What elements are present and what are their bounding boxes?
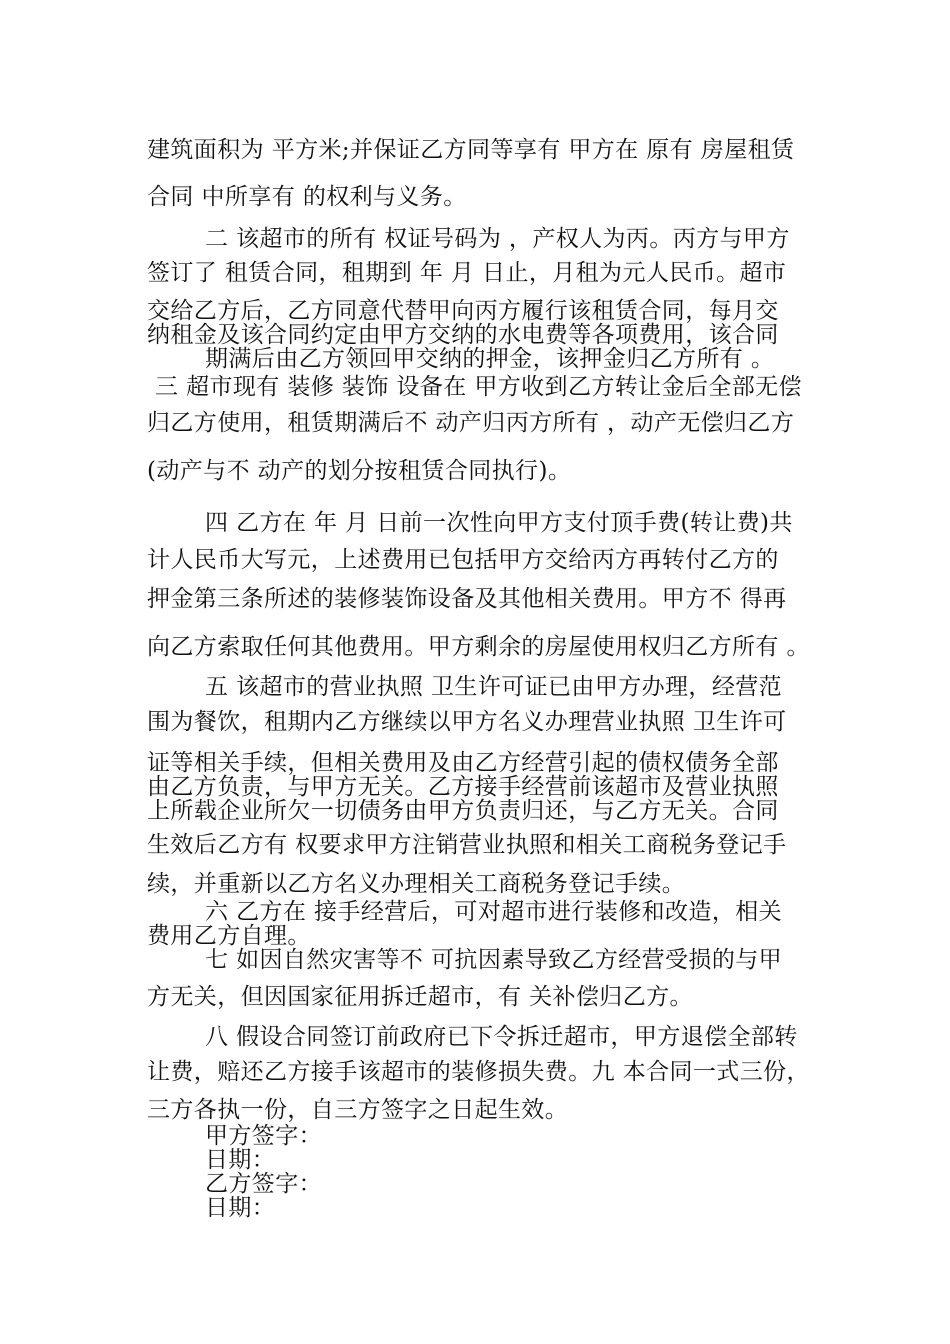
date-label-party-a: 日期： — [205, 1147, 276, 1173]
text-line: (动产与不 动产的划分按租赁合同执行)。 — [147, 458, 572, 484]
text-line: 交给乙方后，乙方同意代替甲向丙方履行该租赁合同，每月交 — [147, 298, 779, 324]
text-line: 让费，赔还乙方接手该超市的装修损失费。九 本合同一式三份， — [147, 1059, 810, 1085]
text-line: 建筑面积为 平方米;并保证乙方同等享有 甲方在 原有 房屋租赁 — [147, 137, 795, 163]
text-line: 生效后乙方有 权要求甲方注销营业执照和相关工商税务登记手 — [147, 832, 787, 858]
text-line: 证等相关手续，但相关费用及由乙方经营引起的债权债务全部 — [147, 750, 779, 776]
text-line: 计人民币大写元，上述费用已包括甲方交给丙方再转付乙方的 — [147, 547, 779, 573]
text-line: 向乙方索取任何其他费用。甲方剩余的房屋使用权归乙方所有 。 — [147, 634, 810, 660]
text-line: 上所载企业所欠一切债务由甲方负责归还，与乙方无关。合同 — [147, 798, 779, 824]
text-line: 六 乙方在 接手经营后，可对超市进行装修和改造，相关 — [205, 899, 783, 925]
text-line: 四 乙方在 年 月 日前一次性向甲方支付顶手费(转让费)共 — [205, 510, 793, 536]
signature-label-party-a: 甲方签字： — [205, 1123, 322, 1149]
text-line: 合同 中所享有 的权利与义务。 — [147, 184, 467, 210]
text-line: 二 该超市的所有 权证号码为 ，产权人为丙。丙方与甲方 — [205, 226, 790, 252]
text-line: 三方各执一份，自三方签字之日起生效。 — [147, 1097, 569, 1123]
text-line: 押金第三条所述的装修装饰设备及其他相关费用。甲方不 得再 — [147, 586, 787, 612]
text-line: 费用乙方自理。 — [147, 923, 311, 949]
text-line: 期满后由乙方领回甲交纳的押金，该押金归乙方所有 。 — [205, 346, 775, 372]
text-line: 七 如因自然灾害等不 可抗因素导致乙方经营受损的与甲 — [205, 947, 783, 973]
text-line: 由乙方负责，与甲方无关。乙方接手经营前该超市及营业执照 — [147, 774, 779, 800]
text-line: 八 假设合同签订前政府已下令拆迁超市，甲方退偿全部转 — [205, 1024, 798, 1050]
signature-label-party-b: 乙方签字： — [205, 1171, 322, 1197]
text-line: 纳租金及该合同约定由甲方交纳的水电费等各项费用，该合同 — [147, 322, 779, 348]
text-line: 签订了 租赁合同，租期到 年 月 日止，月租为元人民币。超市 — [147, 260, 787, 286]
text-line: 五 该超市的营业执照 卫生许可证已由甲方办理，经营范 — [205, 674, 783, 700]
text-line: 方无关，但因国家征用拆迁超市，有 关补偿归乙方。 — [147, 984, 693, 1010]
date-label-party-b: 日期： — [205, 1195, 276, 1221]
text-line: 续，并重新以乙方名义办理相关工商税务登记手续。 — [147, 871, 686, 897]
text-line: 围为餐饮，租期内乙方继续以甲方名义办理营业执照 卫生许可 — [147, 709, 787, 735]
text-line: 三 超市现有 装修 装饰 设备在 甲方收到乙方转让金后全部无偿 — [155, 374, 802, 400]
text-line: 归乙方使用，租赁期满后不 动产归丙方所有 ，动产无偿归乙方 — [147, 410, 795, 436]
